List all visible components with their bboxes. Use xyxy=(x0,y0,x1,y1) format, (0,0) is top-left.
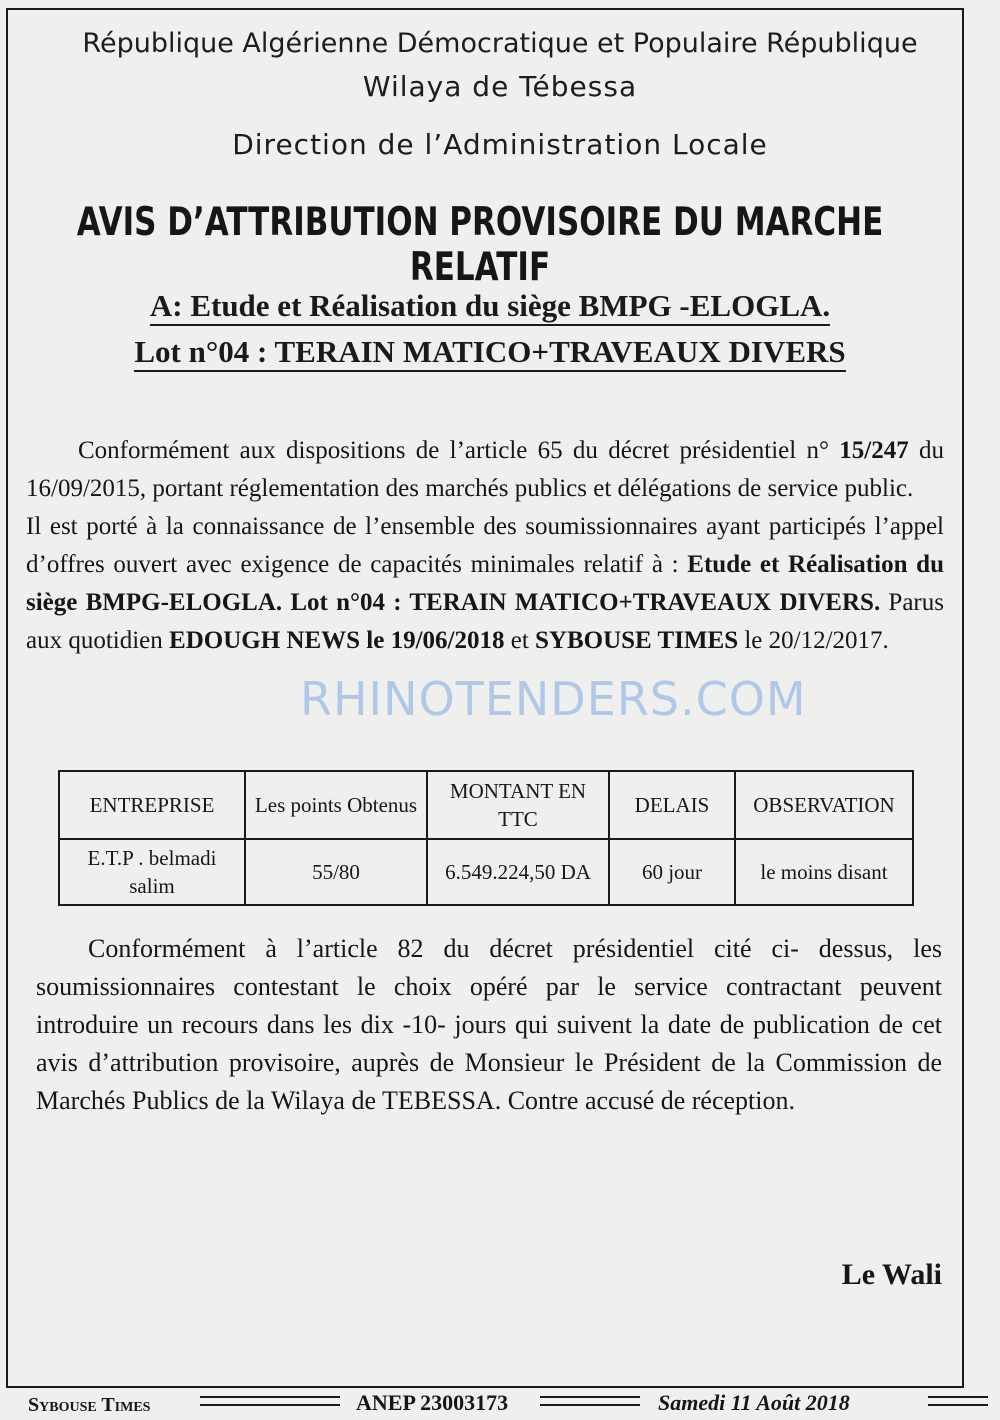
footer-date: Samedi 11 Août 2018 xyxy=(658,1390,850,1415)
newspaper-edough: EDOUGH NEWS le 19/06/2018 xyxy=(169,627,505,654)
header-wilaya: Wilaya de Tébessa xyxy=(362,70,638,103)
para3-text: Conformément à l’article 82 du décret présidentiel cité ci- dessus, les soumissionnaires contestant le choix opéré par le service contractant peuvent introduire un recours dans les dix -10- jours qui suivent la date de publication de cet avis d’attribution provisoire, auprès de Monsieur le Président de la Commission de Marchés Publics de la Wilaya de TEBESSA. Contre accusé de réception. xyxy=(36,934,942,1115)
header-direction: Direction de l’Administration Locale xyxy=(232,128,768,161)
cell-delay: 60 jour xyxy=(609,839,735,905)
cell-observation: le moins disant xyxy=(735,839,913,905)
col-header-amount: MONTANT EN TTC xyxy=(427,771,609,839)
footer-rule-left xyxy=(200,1396,340,1406)
footer-anep: ANEP 23003173 xyxy=(356,1390,509,1415)
paragraph-legal-basis xyxy=(26,432,944,508)
cell-enterprise: E.T.P . belmadi salim xyxy=(59,839,245,905)
header-republic: République Algérienne Démocratique et Populaire République xyxy=(82,28,918,59)
para2-text-b: Parus aux quotidien xyxy=(26,589,944,654)
para2-text-a: Il est porté à la connaissance de l’ensemble des soumissionnaires ayant participés l’appel d’offres ouvert avec exigence de capacités minimales relatif à : xyxy=(26,513,944,578)
footer-publication: Sybouse Times xyxy=(28,1394,151,1416)
subject-line-1-text: A: Etude et Réalisation du siège BMPG -ELOGLA. xyxy=(150,288,830,326)
body-text xyxy=(26,432,944,660)
paragraph-appeal xyxy=(36,930,942,1120)
project-name: Etude et Réalisation du siège BMPG-ELOGLA. Lot n°04 : TERAIN MATICO+TRAVEAUX DIVERS. xyxy=(26,551,944,616)
footer-rule-right xyxy=(928,1396,988,1406)
cell-points: 55/80 xyxy=(245,839,427,905)
page-footer xyxy=(0,1388,1000,1420)
para1-text-b: du 16/09/2015, portant réglementation des marchés publics et délégations de service public. xyxy=(26,437,944,502)
table-row xyxy=(59,839,913,905)
subject-line-2 xyxy=(0,334,980,370)
paragraph-announcement xyxy=(26,508,944,660)
para2-text-d: le 20/12/2017. xyxy=(738,627,889,654)
attribution-table xyxy=(58,770,914,906)
table-header-row xyxy=(59,771,913,839)
subject-line-2-text: Lot n°04 : TERAIN MATICO+TRAVEAUX DIVERS xyxy=(134,334,845,372)
para1-text-a: Conformément aux dispositions de l’article 65 du décret présidentiel n° xyxy=(78,437,840,464)
footer-rule-mid xyxy=(540,1396,640,1406)
newspaper-sybouse: SYBOUSE TIMES xyxy=(535,627,739,654)
col-header-points: Les points Obtenus xyxy=(245,771,427,839)
col-header-enterprise: ENTREPRISE xyxy=(59,771,245,839)
decree-number: 15/247 xyxy=(839,437,909,464)
para2-text-c: et xyxy=(504,627,536,654)
col-header-delay: DELAIS xyxy=(609,771,735,839)
signature: Le Wali xyxy=(841,1258,942,1291)
notice-title: AVIS D’ATTRIBUTION PROVISOIRE DU MARCHE RELATIF xyxy=(76,200,884,290)
cell-amount: 6.549.224,50 DA xyxy=(427,839,609,905)
col-header-observation: OBSERVATION xyxy=(735,771,913,839)
subject-line-1 xyxy=(0,288,980,324)
watermark: RHINOTENDERS.COM xyxy=(300,672,807,726)
